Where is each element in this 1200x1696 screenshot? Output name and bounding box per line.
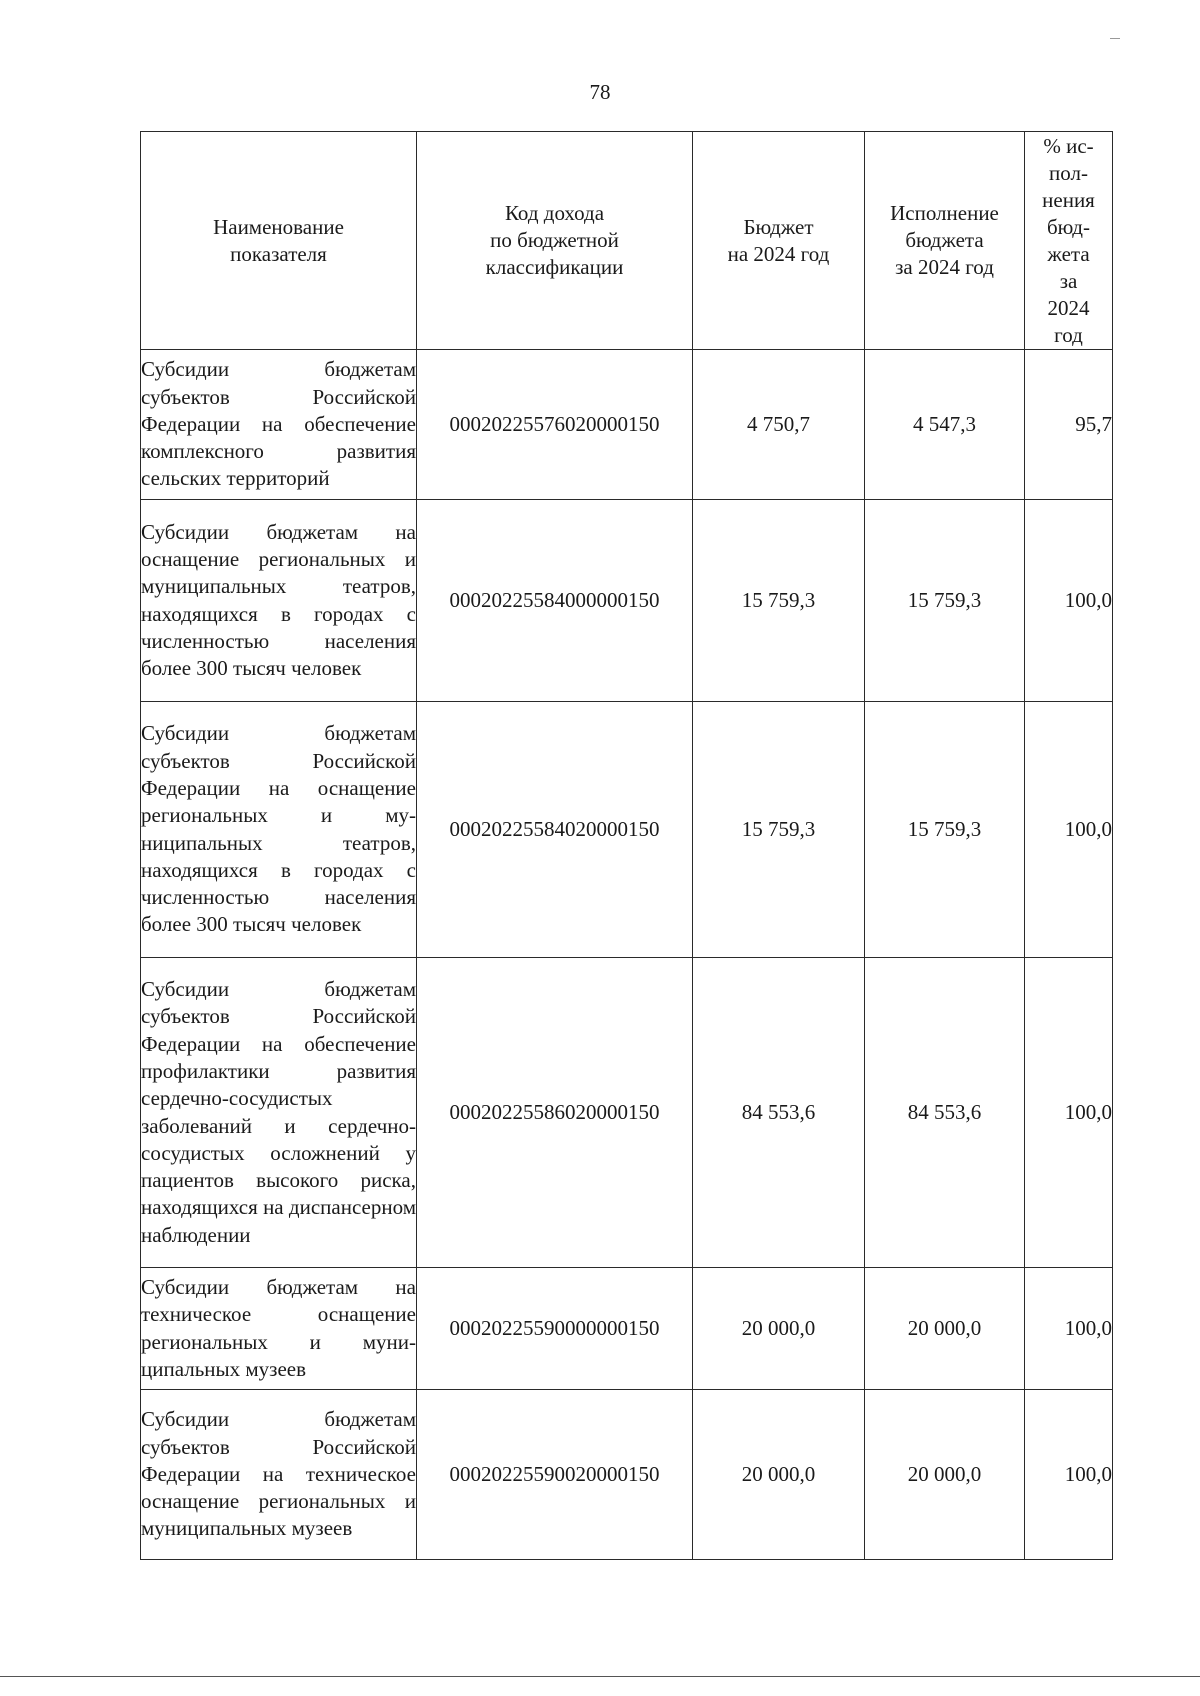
header-percent-line: жета (1047, 241, 1090, 266)
row-name-cell: Субсидии бюджетам субъектов Российской Федерации на обеспечение профилактики развития сердечно-сосудистых заболеваний и сердечно-сосудистых осложнений у пациентов высокого риска, находящихся на диспансерном наблюдении (141, 958, 417, 1268)
scan-mark (1110, 38, 1120, 39)
table-row (141, 500, 1113, 702)
header-budget-line: на 2024 год (727, 241, 830, 266)
row-name-cell: Субсидии бюджетам субъектов Российской Федерации на обеспечение комплексного развития сельских территорий (141, 350, 417, 500)
table-row (141, 702, 1113, 958)
budget-table (140, 131, 1113, 1560)
header-execution-line: Исполнение (890, 201, 999, 225)
table-row (141, 1390, 1113, 1560)
page-number: 78 (589, 80, 611, 104)
row-percent-cell: 100,0 (1025, 702, 1113, 958)
row-code-cell: 00020225590000000150 (417, 1268, 693, 1390)
header-execution-line: бюджета (905, 228, 984, 252)
row-percent-cell: 100,0 (1025, 1268, 1113, 1390)
row-percent-cell: 95,7 (1025, 350, 1113, 500)
row-code-cell: 00020225590020000150 (417, 1390, 693, 1560)
row-budget-cell: 84 553,6 (693, 958, 865, 1268)
row-code-cell: 00020225584020000150 (417, 702, 693, 958)
table-row (141, 350, 1113, 500)
header-percent (1025, 132, 1113, 350)
header-percent-line: пол- (1049, 160, 1088, 185)
header-name-line: Наименование (213, 214, 344, 239)
row-name-cell: Субсидии бюджетам на техническое оснащение региональных и муниципальных музеев (141, 1268, 417, 1390)
header-percent-line: за (1059, 268, 1078, 293)
row-execution-cell: 15 759,3 (865, 702, 1025, 958)
table-header-row (141, 132, 1113, 350)
row-name-cell: Субсидии бюджетам субъектов Российской Федерации на оснащение региональных и муниципальных театров, находящихся в городах с численностью населения более 300 тысяч человек (141, 702, 417, 958)
row-budget-cell: 15 759,3 (693, 702, 865, 958)
row-budget-cell: 20 000,0 (693, 1268, 865, 1390)
header-budget-line: Бюджет (743, 214, 814, 239)
header-percent-line: % ис- (1043, 133, 1094, 158)
header-percent-line: 2024 (1047, 295, 1090, 320)
table-row (141, 1268, 1113, 1390)
row-execution-cell: 15 759,3 (865, 500, 1025, 702)
header-percent-line: нения (1042, 187, 1095, 212)
header-execution (865, 132, 1025, 350)
row-execution-cell: 20 000,0 (865, 1268, 1025, 1390)
row-execution-cell: 84 553,6 (865, 958, 1025, 1268)
row-code-cell: 00020225586020000150 (417, 958, 693, 1268)
table-row (141, 958, 1113, 1268)
row-percent-cell: 100,0 (1025, 500, 1113, 702)
header-budget (693, 132, 865, 350)
bottom-rule (0, 1676, 1200, 1677)
header-name (141, 132, 417, 350)
header-code-line: Код дохода (504, 201, 605, 225)
header-code (417, 132, 693, 350)
row-budget-cell: 15 759,3 (693, 500, 865, 702)
row-code-cell: 00020225576020000150 (417, 350, 693, 500)
header-percent-line: год (1054, 322, 1083, 347)
header-name-line: показателя (230, 241, 327, 266)
row-name-cell: Субсидии бюджетам субъектов Российской Федерации на техническое оснащение региональных и муниципальных музеев (141, 1390, 417, 1560)
row-percent-cell: 100,0 (1025, 1390, 1113, 1560)
header-execution-line: за 2024 год (895, 255, 994, 279)
header-code-line: по бюджетной (490, 228, 619, 252)
row-execution-cell: 4 547,3 (865, 350, 1025, 500)
row-budget-cell: 20 000,0 (693, 1390, 865, 1560)
row-name-cell: Субсидии бюджетам на оснащение региональных и муниципальных театров, находящихся в городах с численностью населения более 300 тысяч человек (141, 500, 417, 702)
header-code-line: классификации (485, 255, 624, 279)
row-budget-cell: 4 750,7 (693, 350, 865, 500)
row-percent-cell: 100,0 (1025, 958, 1113, 1268)
header-percent-line: бюд- (1047, 214, 1090, 239)
row-execution-cell: 20 000,0 (865, 1390, 1025, 1560)
row-code-cell: 00020225584000000150 (417, 500, 693, 702)
